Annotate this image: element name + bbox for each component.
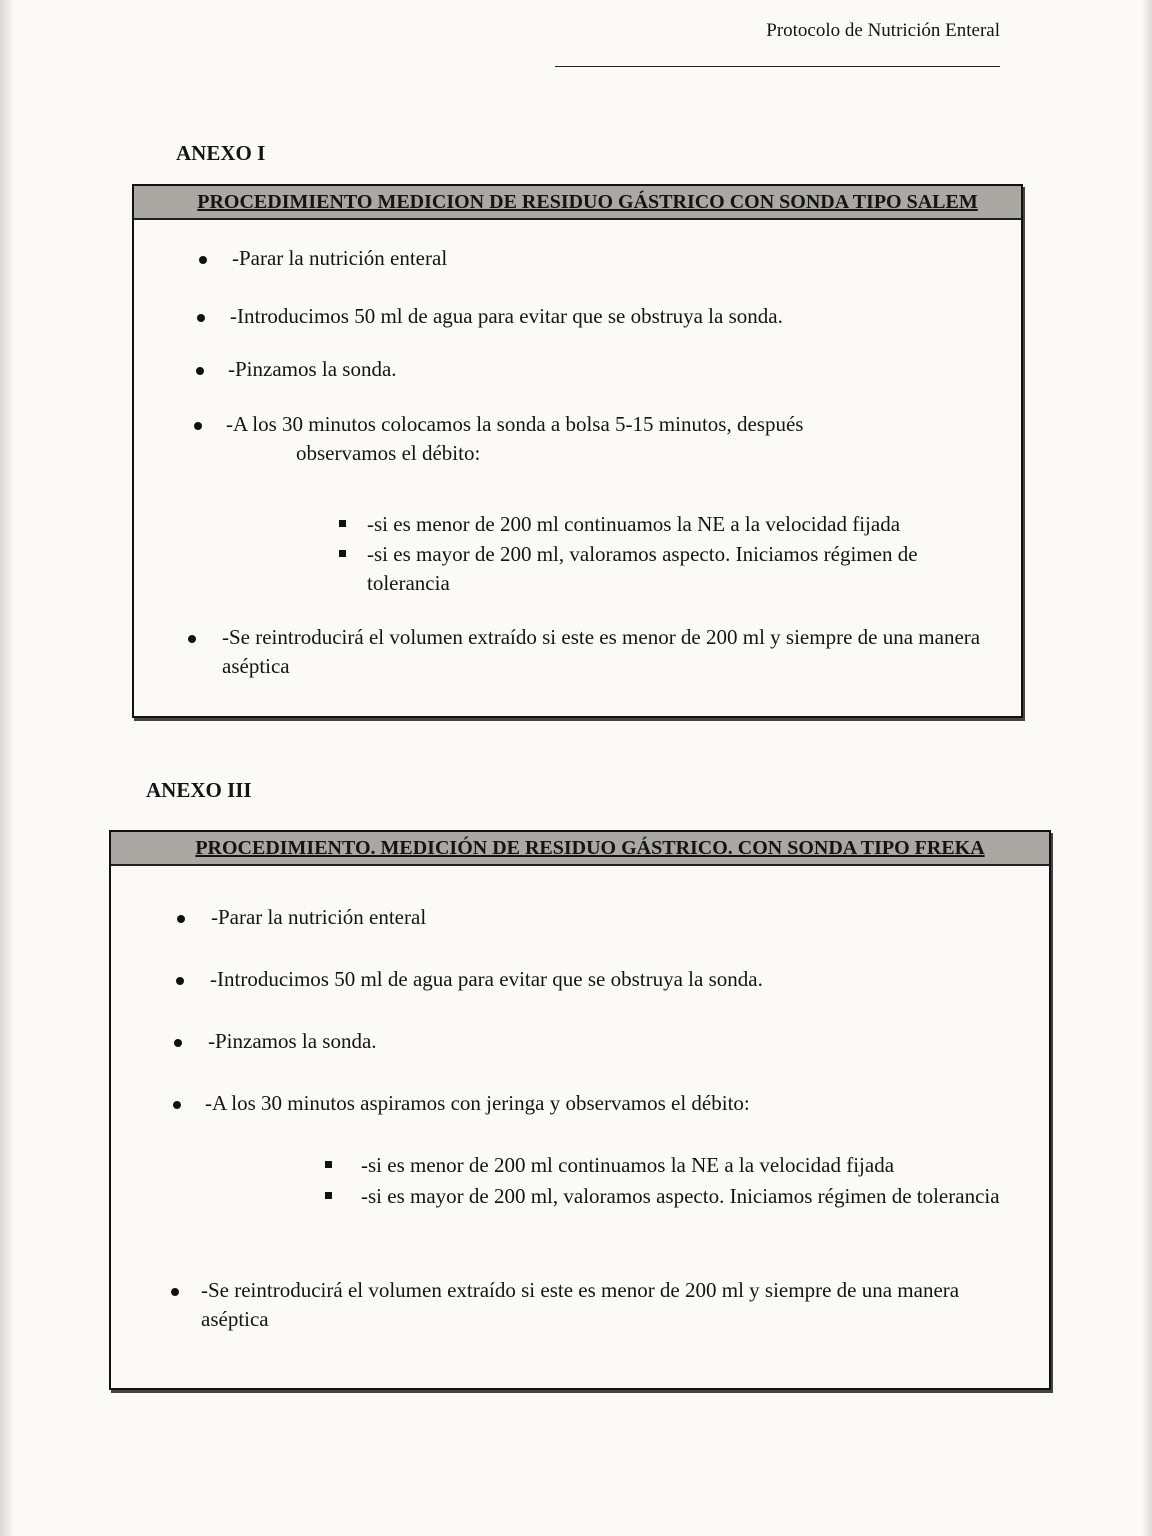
square-bullet-icon xyxy=(325,1192,332,1199)
annex-1-step-3-text: -Pinzamos la sonda. xyxy=(228,357,397,381)
annex-1-step-4-text xyxy=(226,410,1001,468)
annex-3-step-5-text: -Se reintroducirá el volumen extraído si este es menor de 200 ml y siempre de una manera aséptica xyxy=(201,1278,960,1331)
square-bullet-icon xyxy=(325,1161,332,1168)
bullet-icon xyxy=(171,1288,179,1296)
annex-1-substep-1-text: -si es menor de 200 ml continuamos la NE a la velocidad fijada xyxy=(367,512,901,536)
running-header: Protocolo de Nutrición Enteral xyxy=(766,20,1000,41)
annex-1-step-1-text: -Parar la nutrición enteral xyxy=(232,246,448,270)
bullet-icon xyxy=(173,1101,181,1109)
annex-1-substep-2-text: -si es mayor de 200 ml, valoramos aspecto. Iniciamos régimen de tolerancia xyxy=(367,542,918,595)
page-edge-shadow-right xyxy=(1142,0,1152,1536)
annex-1-procedure-title: PROCEDIMIENTO MEDICION DE RESIDUO GÁSTRICO CON SONDA TIPO SALEM xyxy=(134,186,1021,220)
bullet-icon xyxy=(194,422,202,430)
annex-3-step-3-text: -Pinzamos la sonda. xyxy=(208,1029,377,1053)
annex-3-step-4-text: -A los 30 minutos aspiramos con jeringa y observamos el débito: xyxy=(205,1091,750,1115)
annex-3-substep-2-text: -si es mayor de 200 ml, valoramos aspecto. Iniciamos régimen de tolerancia xyxy=(361,1184,1000,1208)
annex-3-heading: ANEXO III xyxy=(146,778,252,802)
bullet-icon xyxy=(197,314,205,322)
annex-3-step-1-text: -Parar la nutrición enteral xyxy=(211,905,427,929)
header-rule xyxy=(555,66,1000,67)
annex-3-step-2-text: -Introducimos 50 ml de agua para evitar que se obstruya la sonda. xyxy=(210,967,763,991)
bullet-icon xyxy=(176,977,184,985)
bullet-icon xyxy=(196,367,204,375)
annex-1-heading: ANEXO I xyxy=(176,141,266,165)
page-edge-shadow-left xyxy=(0,0,14,1536)
bullet-icon xyxy=(188,635,196,643)
bullet-icon xyxy=(199,256,207,264)
annex-1-step-5-text: -Se reintroducirá el volumen extraído si este es menor de 200 ml y siempre de una manera aséptica xyxy=(222,625,981,678)
bullet-icon xyxy=(177,915,185,923)
annex-1-procedure-box xyxy=(132,184,1023,718)
square-bullet-icon xyxy=(339,520,346,527)
annex-1-step-4-line-2: observamos el débito: xyxy=(296,441,481,465)
bullet-icon xyxy=(174,1039,182,1047)
annex-1-step-4-line-1: -A los 30 minutos colocamos la sonda a bolsa 5-15 minutos, después xyxy=(226,412,804,436)
annex-1-step-2-text: -Introducimos 50 ml de agua para evitar que se obstruya la sonda. xyxy=(230,304,783,328)
annex-3-substep-1-text: -si es menor de 200 ml continuamos la NE a la velocidad fijada xyxy=(361,1153,895,1177)
square-bullet-icon xyxy=(339,550,346,557)
annex-3-procedure-title: PROCEDIMIENTO. MEDICIÓN DE RESIDUO GÁSTRICO. CON SONDA TIPO FREKA xyxy=(111,832,1049,866)
annex-3-procedure-box xyxy=(109,830,1051,1390)
